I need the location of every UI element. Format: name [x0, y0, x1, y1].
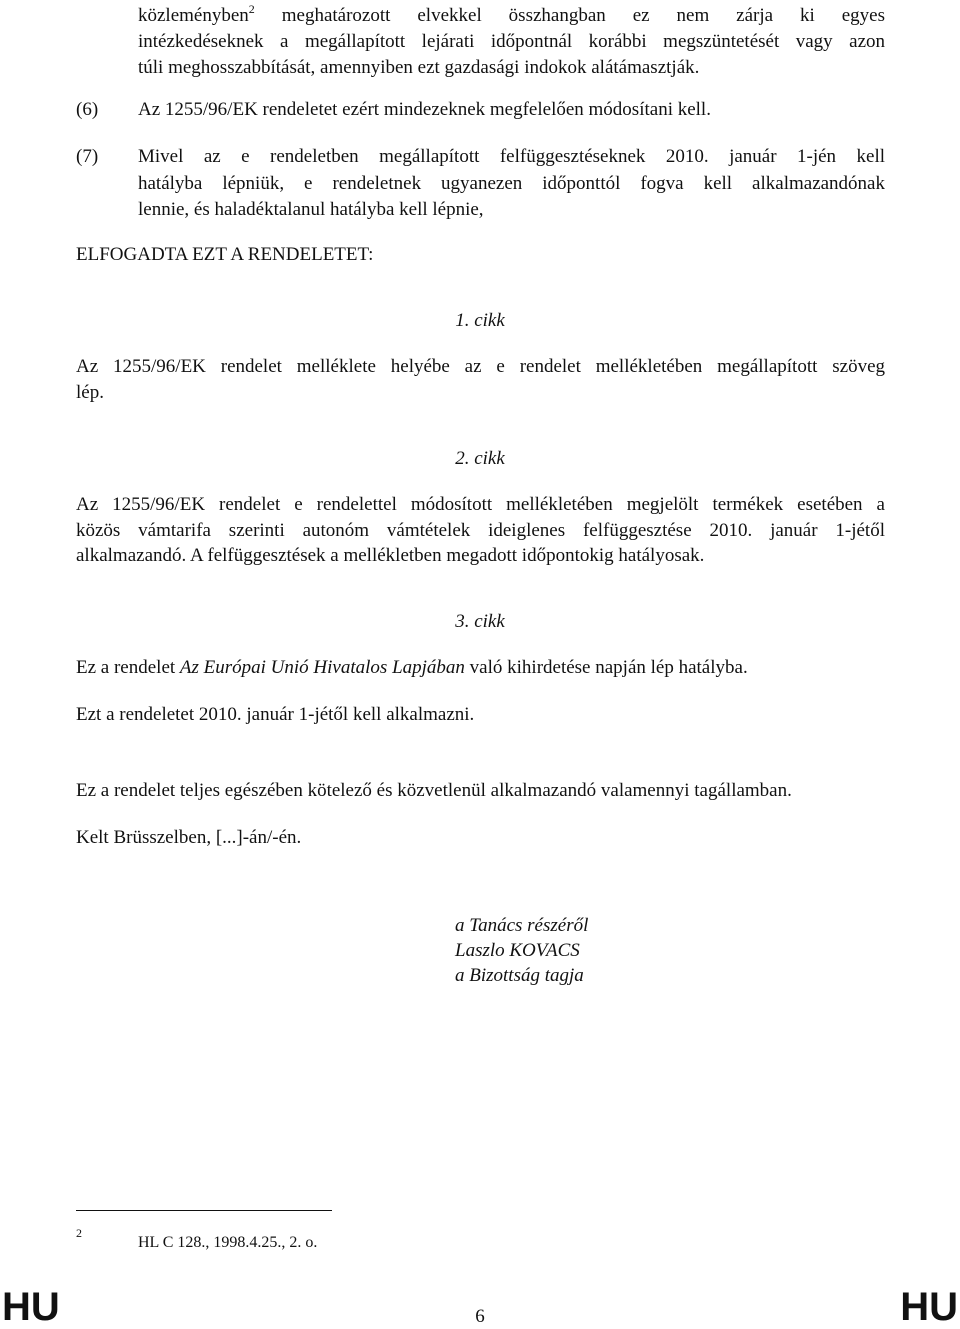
- language-code-left: HU: [2, 1285, 60, 1329]
- signature-name: Laszlo KOVACS: [455, 940, 580, 961]
- article-2-text: Az 1255/96/EK rendelet e rendelettel módosított mellékletében megjelölt termékek esetében a: [76, 494, 885, 515]
- recital-continuation-line: [138, 4, 885, 28]
- article-3-heading: 3. cikk: [455, 611, 505, 632]
- recital-text: Az 1255/96/EK rendeletet ezért mindezeknek megfelelően módosítani kell.: [138, 99, 711, 120]
- article-2-heading: 2. cikk: [455, 448, 505, 469]
- enacting-formula: ELFOGADTA EZT A RENDELETET:: [76, 244, 374, 265]
- signature-institution: a Tanács részéről: [455, 915, 589, 936]
- footnote-number: 2: [76, 1226, 82, 1240]
- footnote-reference[interactable]: 2: [248, 4, 255, 16]
- article-1-text: lép.: [76, 382, 104, 403]
- signature-title: a Bizottság tagja: [455, 965, 584, 986]
- recital-number: (7): [76, 146, 99, 167]
- page-number: 6: [475, 1306, 485, 1327]
- recital-text: hatályba lépniük, e rendeletnek ugyanezen időponttól fogva kell alkalmazandónak: [138, 173, 885, 194]
- article-3-text-start: Ez a rendelet: [76, 657, 180, 678]
- recital-continuation-line: intézkedéseknek a megállapított lejárati időpontnál korábbi megszüntetését vagy azon: [138, 31, 885, 52]
- footnote-text: HL C 128., 1998.4.25., 2. o.: [138, 1234, 318, 1251]
- article-2-text: alkalmazandó. A felfüggesztések a mellékletben megadott időpontokig hatályosak.: [76, 545, 705, 566]
- article-2-text: közös vámtarifa szerinti autonóm vámtételek ideiglenes felfüggesztése 2010. január 1-jétől: [76, 520, 885, 541]
- recital-text: Mivel az e rendeletben megállapított felfüggesztéseknek 2010. január 1-jén kell: [138, 146, 885, 167]
- article-3-text: [76, 656, 748, 680]
- article-3-application-date: Ezt a rendeletet 2010. január 1-jétől kell alkalmazni.: [76, 704, 475, 725]
- official-journal-title: Az Európai Unió Hivatalos Lapjában: [179, 657, 465, 678]
- recital-text: lennie, és haladéktalanul hatályba kell lépnie,: [138, 199, 484, 220]
- recital-number: (6): [76, 99, 99, 120]
- article-1-heading: 1. cikk: [455, 310, 505, 331]
- article-1-text: Az 1255/96/EK rendelet melléklete helyébe az e rendelet mellékletében megállapított szöveg: [76, 356, 885, 377]
- article-3-text-end: való kihirdetése napján lép hatályba.: [464, 657, 748, 678]
- footnote-separator: [76, 1210, 332, 1211]
- place-and-date: Kelt Brüsszelben, [...]-án/-én.: [76, 827, 302, 848]
- binding-clause: Ez a rendelet teljes egészében kötelező és közvetlenül alkalmazandó valamennyi tagállamban.: [76, 780, 792, 801]
- recital-continuation-line: túli meghosszabbítását, amennyiben ezt gazdasági indokok alátámasztják.: [138, 57, 700, 78]
- language-code-right: HU: [900, 1285, 958, 1329]
- recital-text-rest: meghatározott elvekkel összhangban ez nem zárja ki egyes: [281, 5, 885, 26]
- recital-text-start: közleményben: [138, 5, 249, 26]
